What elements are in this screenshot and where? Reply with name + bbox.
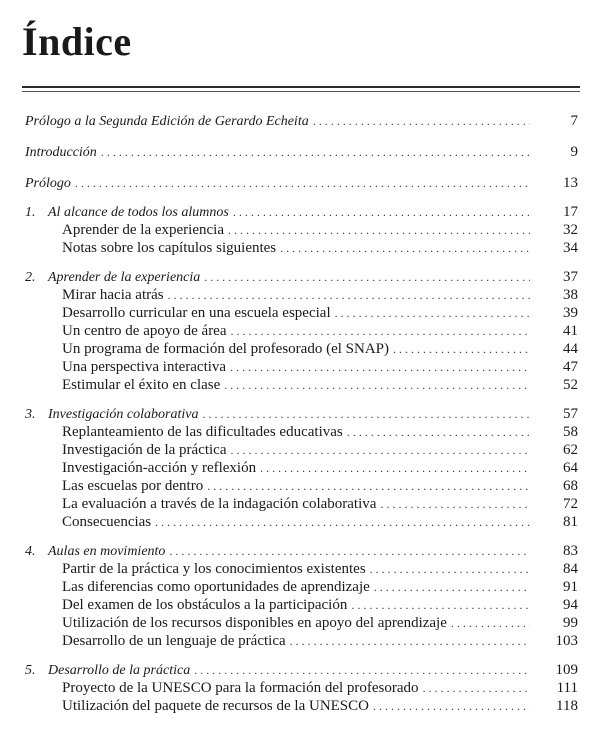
- page-number: 34: [563, 240, 578, 256]
- entry-label: Desarrollo curricular en una escuela especial: [62, 305, 331, 321]
- dot-leader: [374, 578, 530, 596]
- toc-chapter-entry: [25, 405, 578, 423]
- toc-section-entry: [25, 376, 578, 394]
- dot-leader: [75, 174, 530, 192]
- entry-label: Aprender de la experiencia: [48, 270, 201, 285]
- page-number: 109: [555, 662, 578, 678]
- page-number: 81: [563, 514, 578, 530]
- page-number: 13: [563, 175, 578, 191]
- table-of-contents: [25, 112, 578, 715]
- entry-label: Mirar hacia atrás: [62, 287, 164, 303]
- entry-label: Prólogo a la Segunda Edición de Gerardo Echeita: [25, 114, 309, 129]
- toc-section-entry: [25, 340, 578, 358]
- page-number: 57: [563, 406, 578, 422]
- entry-label: Al alcance de todos los alumnos: [48, 205, 229, 220]
- toc-section-entry: [25, 286, 578, 304]
- page-number: 99: [563, 615, 578, 631]
- toc-section-entry: [25, 632, 578, 650]
- toc-chapter-entry: [25, 661, 578, 679]
- entry-label: Replanteamiento de las dificultades educativas: [62, 424, 343, 440]
- dot-leader: [231, 441, 530, 459]
- toc-section-entry: [25, 679, 578, 697]
- page-number: 38: [563, 287, 578, 303]
- entry-label: Prólogo: [25, 176, 71, 191]
- title-rule: [22, 86, 580, 88]
- page-number: 83: [563, 543, 578, 559]
- page-number: 39: [563, 305, 578, 321]
- page-number: 52: [563, 377, 578, 393]
- entry-label: Notas sobre los capítulos siguientes: [62, 240, 277, 256]
- entry-label: La evaluación a través de la indagación colaborativa: [62, 496, 377, 512]
- page-number: 41: [563, 323, 578, 339]
- dot-leader: [313, 112, 530, 130]
- dot-leader: [204, 268, 530, 286]
- chapter-number: 4.: [25, 544, 36, 559]
- page-number: 37: [563, 269, 578, 285]
- entry-label: Un centro de apoyo de área: [62, 323, 227, 339]
- dot-leader: [231, 322, 530, 340]
- dot-leader: [373, 697, 530, 715]
- page-number: 7: [570, 113, 578, 129]
- chapter-number: 5.: [25, 663, 36, 678]
- page-number: 72: [563, 496, 578, 512]
- dot-leader: [228, 221, 530, 239]
- toc-front-entry: [25, 112, 578, 130]
- page-number: 62: [563, 442, 578, 458]
- dot-leader: [380, 495, 530, 513]
- toc-section-entry: [25, 596, 578, 614]
- entry-label: Las escuelas por dentro: [62, 478, 204, 494]
- page-number: 111: [556, 680, 578, 696]
- dot-leader: [202, 405, 530, 423]
- toc-section-entry: [25, 560, 578, 578]
- dot-leader: [207, 477, 530, 495]
- toc-section-entry: [25, 697, 578, 715]
- entry-label: Aulas en movimiento: [48, 544, 166, 559]
- toc-section-entry: [25, 423, 578, 441]
- toc-chapter-entry: [25, 268, 578, 286]
- page-number: 84: [563, 561, 578, 577]
- dot-leader: [230, 358, 530, 376]
- toc-section-entry: [25, 459, 578, 477]
- toc-section-entry: [25, 221, 578, 239]
- page-title: Índice: [22, 19, 132, 64]
- entry-label: Un programa de formación del profesorado (el SNAP): [62, 341, 389, 357]
- dot-leader: [260, 459, 530, 477]
- chapter-number: 2.: [25, 270, 36, 285]
- toc-section-entry: [25, 239, 578, 257]
- dot-leader: [169, 542, 530, 560]
- dot-leader: [351, 596, 530, 614]
- entry-label: Consecuencias: [62, 514, 152, 530]
- page-number: 58: [563, 424, 578, 440]
- page-number: 64: [563, 460, 578, 476]
- page-number: 32: [563, 222, 578, 238]
- toc-section-entry: [25, 304, 578, 322]
- dot-leader: [347, 423, 530, 441]
- dot-leader: [233, 203, 530, 221]
- entry-label: Introducción: [25, 145, 97, 160]
- page-number: 68: [563, 478, 578, 494]
- entry-label: Proyecto de la UNESCO para la formación del profesorado: [62, 680, 419, 696]
- toc-front-entry: [25, 143, 578, 161]
- page-number: 9: [570, 144, 578, 160]
- page-number: 47: [563, 359, 578, 375]
- entry-label: Utilización de los recursos disponibles en apoyo del aprendizaje: [62, 615, 447, 631]
- dot-leader: [451, 614, 530, 632]
- chapter-number: 3.: [25, 407, 36, 422]
- page-number: 94: [563, 597, 578, 613]
- dot-leader: [168, 286, 530, 304]
- page-number: 44: [563, 341, 578, 357]
- toc-chapter-entry: [25, 203, 578, 221]
- chapter-number: 1.: [25, 205, 36, 220]
- page-number: 118: [556, 698, 578, 714]
- entry-label: Estimular el éxito en clase: [62, 377, 221, 393]
- toc-section-entry: [25, 578, 578, 596]
- dot-leader: [101, 143, 530, 161]
- toc-section-entry: [25, 614, 578, 632]
- dot-leader: [280, 239, 530, 257]
- toc-chapter-entry: [25, 542, 578, 560]
- toc-section-entry: [25, 495, 578, 513]
- dot-leader: [370, 560, 530, 578]
- entry-label: Utilización del paquete de recursos de la UNESCO: [62, 698, 369, 714]
- toc-section-entry: [25, 477, 578, 495]
- entry-label: Del examen de los obstáculos a la participación: [62, 597, 348, 613]
- dot-leader: [335, 304, 530, 322]
- entry-label: Partir de la práctica y los conocimientos existentes: [62, 561, 366, 577]
- dot-leader: [423, 679, 530, 697]
- dot-leader: [393, 340, 530, 358]
- entry-label: Aprender de la experiencia: [62, 222, 224, 238]
- dot-leader: [194, 661, 530, 679]
- page-number: 91: [563, 579, 578, 595]
- dot-leader: [155, 513, 530, 531]
- entry-label: Investigación colaborativa: [48, 407, 199, 422]
- entry-label: Investigación de la práctica: [62, 442, 227, 458]
- toc-section-entry: [25, 358, 578, 376]
- entry-label: Investigación-acción y reflexión: [62, 460, 257, 476]
- title-rule-thin: [22, 91, 580, 92]
- page-number: 103: [555, 633, 578, 649]
- page-number: 17: [563, 204, 578, 220]
- entry-label: Las diferencias como oportunidades de aprendizaje: [62, 579, 370, 595]
- dot-leader: [290, 632, 530, 650]
- entry-label: Una perspectiva interactiva: [62, 359, 227, 375]
- toc-section-entry: [25, 441, 578, 459]
- entry-label: Desarrollo de un lenguaje de práctica: [62, 633, 286, 649]
- entry-label: Desarrollo de la práctica: [48, 663, 191, 678]
- toc-front-entry: [25, 174, 578, 192]
- toc-section-entry: [25, 513, 578, 531]
- toc-section-entry: [25, 322, 578, 340]
- dot-leader: [224, 376, 530, 394]
